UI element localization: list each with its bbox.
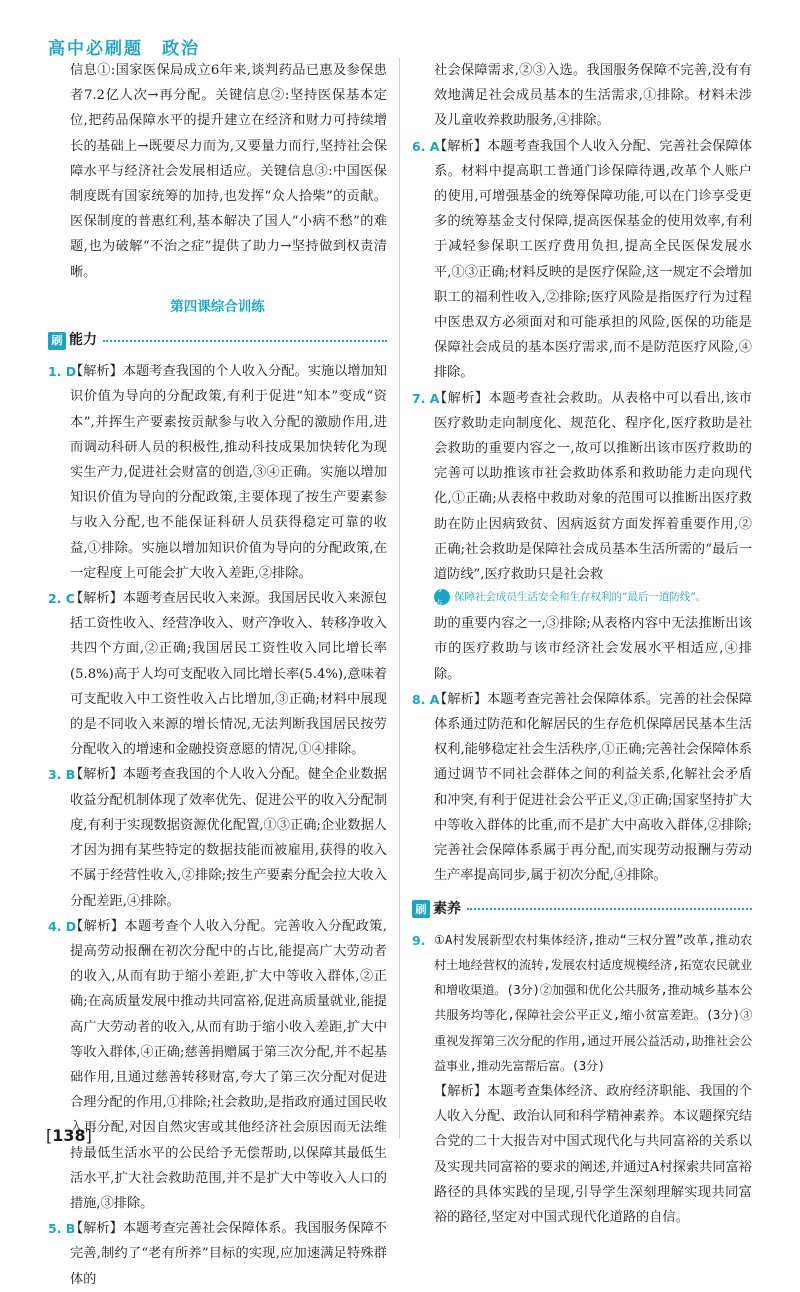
key-point-icon: 考点 — [434, 589, 450, 605]
answer-5-continued: 社会保障需求,②③入选。我国服务保障不完善,没有有效地满足社会成员基本的生活需求,①排除。材料未涉及儿童收养救助服务,④排除。 — [434, 63, 752, 129]
answer-number: 2. C — [48, 591, 75, 607]
section-ability-label: 能力 — [69, 332, 97, 349]
key-point-note — [434, 584, 752, 611]
right-column — [412, 58, 752, 1230]
section-ability — [48, 328, 387, 353]
answer-text: 【解析】本题考查我国个人收入分配、完善社会保障体系。材料中提高职工普通门诊保障待遇,改革个人账户的使用,可增强基金的统筹保障功能,可以在门诊享受更多的统筹基金支付保障,提高医保基金的使用效率,有利于减轻参保职工医疗费用负担,提高全民医保发展水平,①③正确;材料反映的是医疗保险,这一规定不会增加职工的福利性收入,②排除;医疗风险是指医疗行为过程中医患双方必须面对和可能承担的风险,医保的功能是保障社会成员的基本医疗需求,而不是防范医疗风险,④排除。 — [434, 138, 752, 381]
answer-item-7 — [412, 386, 752, 588]
key-point-text: 保障社会成员生活安全和生存权利的“最后一道防线”。 — [454, 591, 707, 604]
column-divider — [399, 58, 400, 1138]
section-divider — [103, 340, 387, 342]
handwritten-answer: ①A村发展新型农村集体经济,推动“三权分置”改革,推动农村土地经营权的流转,发展农村适度规模经济,拓宽农民就业和增收渠道。(3分)②加强和优化公共服务,推动城乡基本公共服务均等化,保障社会公平正义,缩小贫富差距。(3分)③重视发挥第三次分配的作用,通过开展公益活动,助推社会公益事业,推动先富帮后富。(3分) — [434, 932, 752, 1073]
intro-paragraph: 信息①:国家医保局成立6年来,谈判药品已惠及参保患者7.2亿人次→再分配。关键信息②:坚持医保基本定位,把药品保障水平的提升建立在经济和财力可持续增长的基础上→既要尽力而为,又要量力而行,坚持社会保障水平与经济社会发展相适应。关键信息③:中国医保制度既有国家统筹的加持,也发挥“众人拾柴”的贡献。医保制度的普惠红利,基本解决了国人“小病不愁”的难题,也为破解“不治之症”提供了助力→坚持做到权责清晰。 — [70, 63, 387, 280]
section-literacy — [412, 897, 752, 922]
section-divider — [467, 908, 752, 910]
answer-number: 3. B — [48, 767, 76, 783]
answer-text: 【解析】本题考查完善社会保障体系。我国服务保障不完善,制约了“老有所养”目标的实现,应加速满足特殊群体的 — [70, 1221, 387, 1287]
section-literacy-label: 素养 — [433, 900, 461, 917]
answer-text: 【解析】本题考查社会救助。从表格中可以看出,该市医疗救助走向制度化、规范化、程序化,医疗救助是社会救助的重要内容之一,故可以推断出该市医疗救助的完善可以助推该市社会救助体系和救助能力走向现代化,①正确;从表格中救助对象的范围可以推断出医疗救助在防止因病致贫、因病返贫方面发挥着重要作用,②正确;社会救助是保障社会成员基本生活所需的“最后一道防线”,医疗救助只是社会救 — [434, 390, 752, 583]
brush-icon: 刷 — [412, 900, 430, 918]
answer-item-8 — [412, 687, 752, 889]
answer-item-4 — [48, 914, 387, 1216]
brush-icon: 刷 — [48, 332, 66, 350]
answer-text: 【解析】本题考查我国的个人收入分配。健全企业数据收益分配机制体现了效率优先、促进公平的收入分配制度,有利于实现数据资源优化配置,①③正确;企业数据人才因为拥有某些特定的数据技能而被雇用,获得的收入不属于经营性收入,②排除;按生产要素分配会拉大收入分配差距,④排除。 — [70, 767, 387, 909]
answer-item-3 — [48, 762, 387, 913]
answer-item-9 — [412, 928, 752, 1079]
lesson-title: 第四课综合训练 — [170, 298, 265, 315]
answer-9-analysis: 【解析】本题考查集体经济、政府经济职能、我国的个人收入分配、政治认同和科学精神素养。本议题探究结合党的二十大报告对中国式现代化与共同富裕的关系以及实现共同富裕的要求的阐述,并通过A村探索共同富裕路径的具体实践的呈现,引导学生深刻理解实现共同富裕的路径,坚定对中国式现代化道路的自信。 — [434, 1083, 752, 1225]
answer-number: 5. B — [48, 1221, 76, 1237]
answer-number: 7. A — [412, 390, 440, 406]
answer-number: 6. A — [412, 138, 440, 154]
answer-item-5 — [48, 1216, 387, 1292]
answer-text: 【解析】本题考查居民收入来源。我国居民收入来源包括工资性收入、经营净收入、财产净收入、转移净收入共四个方面,②正确;我国居民工资性收入同比增长率(5.8%)高于人均可支配收入同比增长率(5.4%),意味着可支配收入中工资性收入占比增加,③正确;材料中展现的是不同收入来源的增长情况,无法判断我国居民按劳分配收入的增速和金融投资意愿的情况,①④排除。 — [70, 591, 387, 758]
answer-number: 4. D — [48, 918, 77, 934]
answer-item-6 — [412, 134, 752, 386]
answer-item-1 — [48, 359, 387, 586]
left-column — [48, 58, 387, 1292]
answer-number: 1. D — [48, 364, 77, 380]
answer-7-continued: 助的重要内容之一,③排除;从表格内容中无法推断出该市的医疗救助与该市经济社会发展水平相适应,④排除。 — [434, 616, 752, 682]
answer-text: 【解析】本题考查个人收入分配。完善收入分配政策,提高劳动报酬在初次分配中的占比,能提高广大劳动者的收入,从而有助于缩小差距,扩大中等收入群体,②正确;在高质量发展中推动共同富裕,促进高质量就业,能提高广大劳动者的收入,从而有助于缩小收入差距,扩大中等收入群体,④正确;慈善捐赠属于第三次分配,并不起基础作用,且通过慈善转移财富,夸大了第三次分配对促进合理分配的作用,①排除;社会救助,是指政府通过国民收入再分配,对因自然灾害或其他经济社会原因而无法维持最低生活水平的公民给予无偿帮助,以保障其最低生活水平,扩大社会救助范围,并不是扩大中等收入人口的措施,③排除。 — [70, 918, 387, 1211]
page-number: [ 138 ] — [46, 1126, 92, 1145]
answer-text: 【解析】本题考查完善社会保障体系。完善的社会保障体系通过防范和化解居民的生存危机保障居民基本生活权利,能够稳定社会生活秩序,①正确;完善社会保障体系通过调节不同社会群体之间的利益关系,化解社会矛盾和冲突,有利于促进社会公平正义,③正确;国家坚持扩大中等收入群体的比重,而不是扩大中高收入群体,②排除;完善社会保障体系属于再分配,而实现劳动报酬与劳动生产率提高同步,属于初次分配,④排除。 — [434, 691, 752, 884]
answer-number: 8. A — [412, 691, 440, 707]
answer-item-2 — [48, 586, 387, 762]
page-header-title: 高中必刷题 政治 — [48, 39, 200, 59]
answer-number: 9. — [412, 932, 426, 948]
answer-text: 【解析】本题考查我国的个人收入分配。实施以增加知识价值为导向的分配政策,有利于促进“知本”变成“资本”,并挥生产要素按贡献参与收入分配的激励作用,进而调动科研人员的积极性,推动科技成果加快转化为现实生产力,促进社会财富的创造,③④正确。实施以增加知识价值为导向的分配政策,主要体现了按生产要素参与收入分配,也不能保证科研人员获得稳定可靠的收益,①排除。实施以增加知识价值为导向的分配政策,在一定程度上可能会扩大收入差距,②排除。 — [70, 364, 387, 581]
